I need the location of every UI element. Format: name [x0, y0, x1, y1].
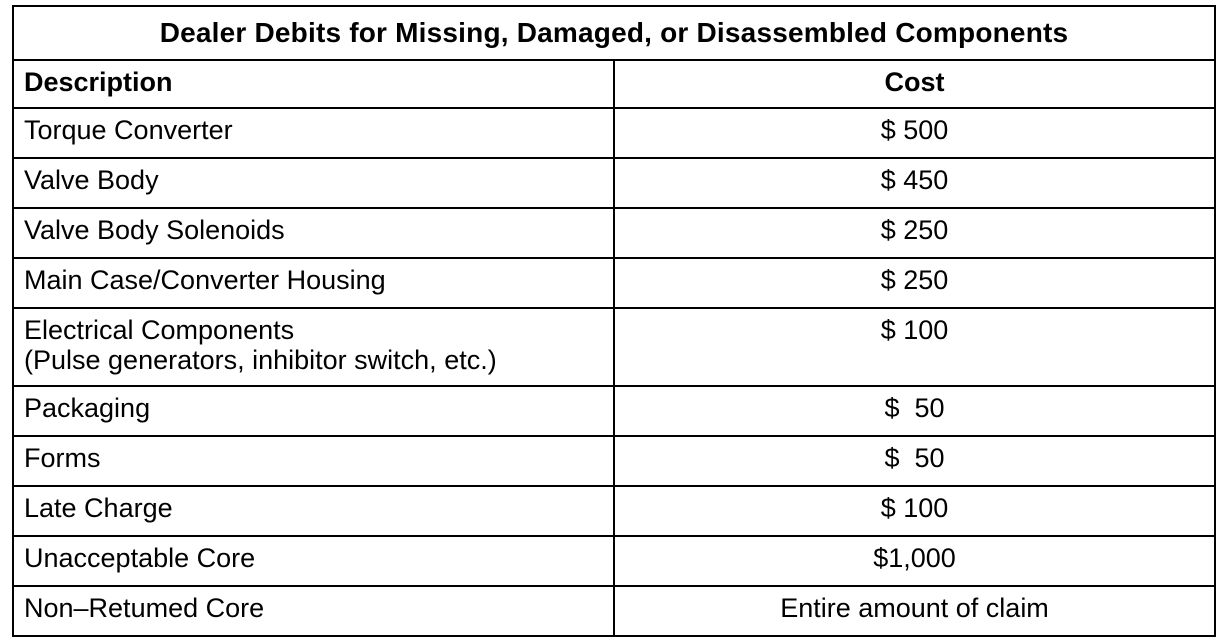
row-cost: $ 100: [614, 486, 1214, 536]
table-row: [14, 258, 1214, 308]
column-header-description: Description: [14, 60, 614, 108]
row-cost: $ 450: [614, 158, 1214, 208]
dealer-debits-table-frame: [12, 5, 1216, 637]
table-row: [14, 208, 1214, 258]
row-description: Unacceptable Core: [14, 536, 614, 586]
row-cost: $ 50: [614, 436, 1214, 486]
row-description: Valve Body: [14, 158, 614, 208]
table-row: [14, 108, 1214, 158]
row-cost: Entire amount of claim: [614, 586, 1214, 635]
row-description: Non–Retumed Core: [14, 586, 614, 635]
row-description: [14, 308, 614, 386]
table-row: [14, 386, 1214, 436]
table-header-row: [14, 60, 1214, 108]
table-row: [14, 158, 1214, 208]
row-description: Valve Body Solenoids: [14, 208, 614, 258]
row-cost: $1,000: [614, 536, 1214, 586]
row-cost: $ 250: [614, 208, 1214, 258]
row-description: Late Charge: [14, 486, 614, 536]
row-description: Packaging: [14, 386, 614, 436]
row-cost: $ 100: [614, 308, 1214, 386]
row-description-line1: Electrical Components: [24, 315, 295, 345]
row-description: Torque Converter: [14, 108, 614, 158]
row-description-line2: (Pulse generators, inhibitor switch, etc.): [24, 345, 497, 375]
table-title-row: [14, 7, 1214, 60]
table-row: [14, 536, 1214, 586]
table-row: [14, 436, 1214, 486]
row-cost: $ 500: [614, 108, 1214, 158]
row-cost: $ 250: [614, 258, 1214, 308]
table-row: [14, 308, 1214, 386]
row-description: Main Case/Converter Housing: [14, 258, 614, 308]
row-cost: $ 50: [614, 386, 1214, 436]
dealer-debits-table: [14, 7, 1214, 635]
table-title: Dealer Debits for Missing, Damaged, or Disassembled Components: [14, 7, 1214, 60]
column-header-cost: Cost: [614, 60, 1214, 108]
table-row: [14, 486, 1214, 536]
row-description: Forms: [14, 436, 614, 486]
